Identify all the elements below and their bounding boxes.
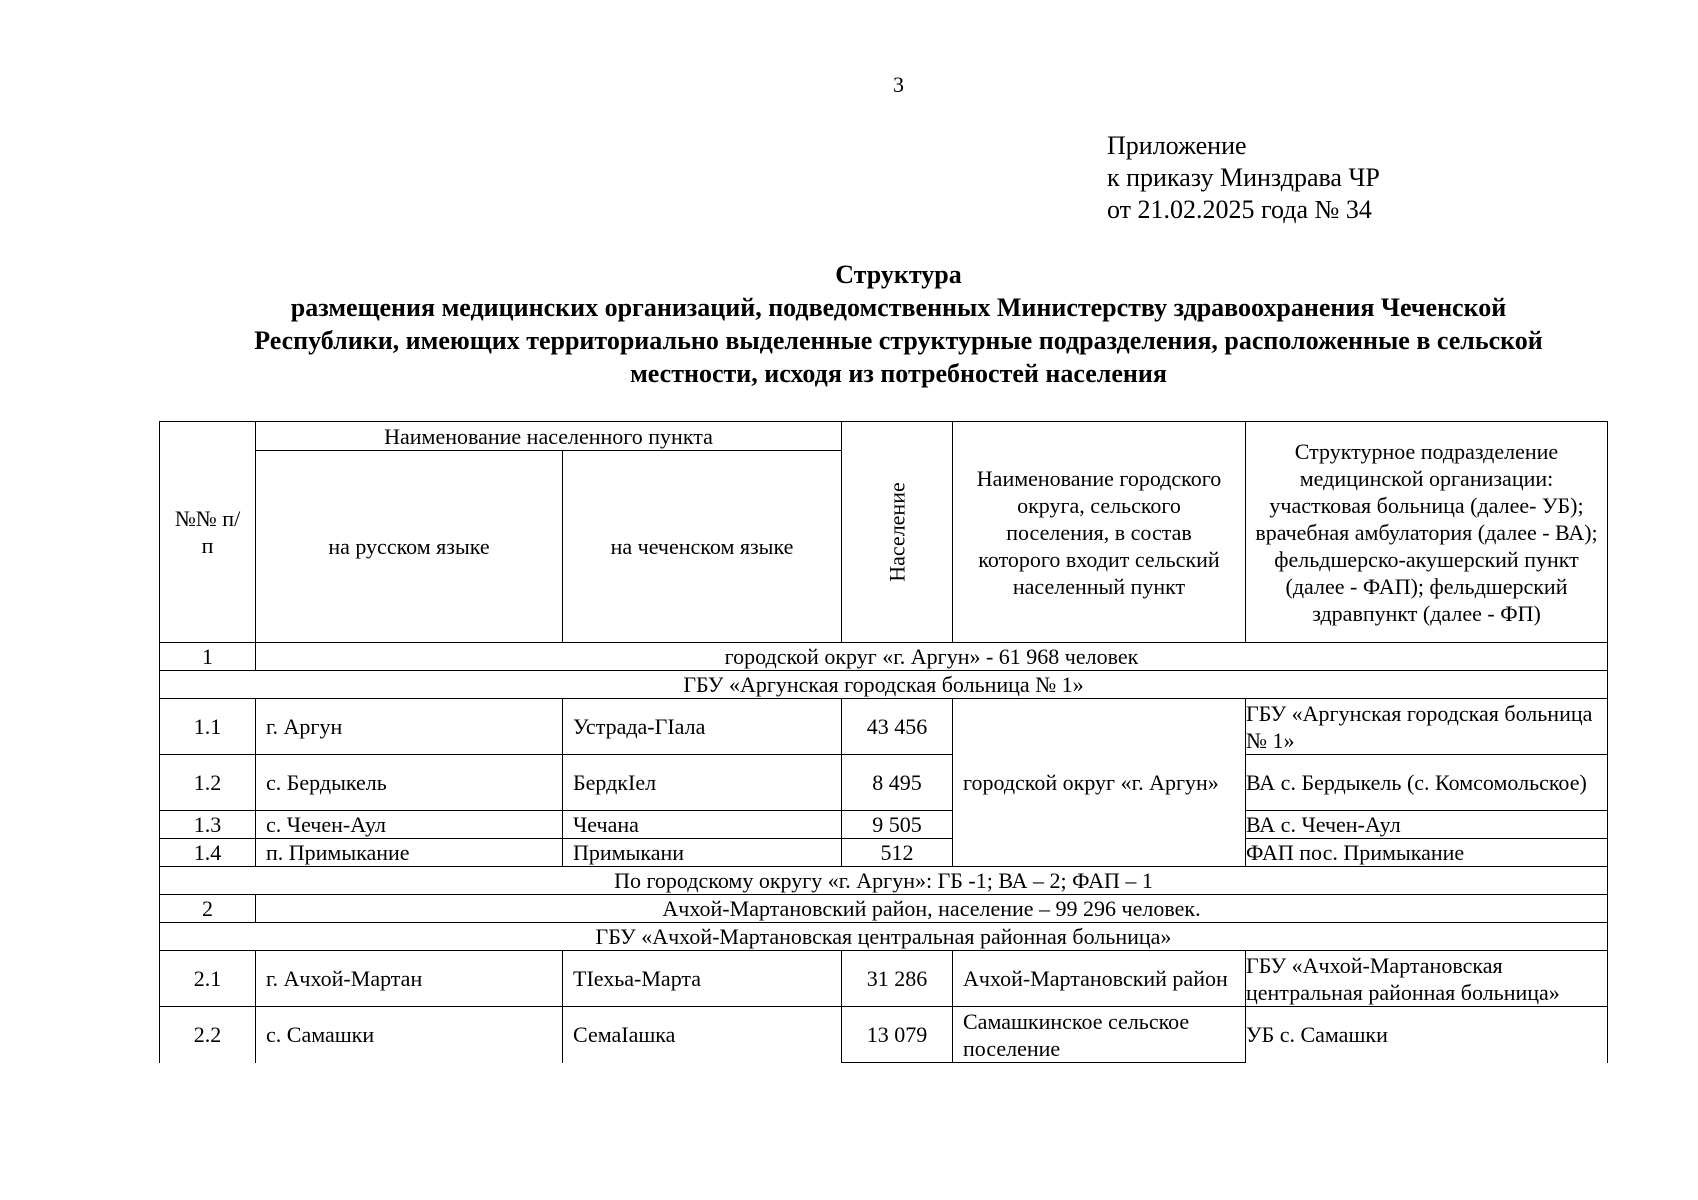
settlement-russian: с. Бердыкель (256, 755, 563, 811)
table-row (160, 811, 1608, 839)
settlement-russian: с. Чечен-Аул (256, 811, 563, 839)
population-value: 13 079 (842, 1007, 953, 1063)
header-municipality: Наименование городского округа, сельского поселения, в состав которого входит сельский населенный пункт (953, 422, 1246, 643)
row-number: 1.4 (160, 839, 256, 867)
section-title: Ачхой-Мартановский район, население – 99 296 человек. (256, 895, 1608, 923)
settlement-russian: п. Примыкание (256, 839, 563, 867)
settlement-russian: с. Самашки (256, 1007, 563, 1063)
table-row (160, 699, 1608, 755)
table-row (160, 1007, 1608, 1063)
hospital-row (160, 923, 1608, 951)
header-population (842, 422, 953, 643)
summary-text: По городскому округу «г. Аргун»: ГБ -1; ВА – 2; ФАП – 1 (160, 867, 1608, 895)
organizations-table (159, 421, 1608, 1063)
appendix-block (1107, 130, 1380, 226)
header-chechen: на чеченском языке (563, 451, 842, 643)
document-title (140, 258, 1657, 390)
settlement-chechen: ТIехьа-Марта (563, 951, 842, 1007)
settlement-russian: г. Аргун (256, 699, 563, 755)
hospital-name: ГБУ «Ачхой-Мартановская центральная районная больница» (160, 923, 1608, 951)
appendix-line-3: от 21.02.2025 года № 34 (1107, 195, 1372, 224)
hospital-name: ГБУ «Аргунская городская больница № 1» (160, 671, 1608, 699)
division-name: ГБУ «Ачхой-Мартановская центральная районная больница» (1246, 951, 1608, 1007)
municipality-name: Самашкинское сельское поселение (953, 1007, 1246, 1063)
section-row (160, 643, 1608, 671)
settlement-chechen: Чечана (563, 811, 842, 839)
row-number: 1.3 (160, 811, 256, 839)
population-value: 8 495 (842, 755, 953, 811)
summary-row (160, 867, 1608, 895)
header-division: Структурное подразделение медицинской организации: участковая больница (далее- УБ); врачебная амбулатория (далее - ВА); фельдшерско-акушерский пункт (далее - ФАП); фельдшерский здравпункт (далее - ФП) (1246, 422, 1608, 643)
hospital-row (160, 671, 1608, 699)
section-number: 2 (160, 895, 256, 923)
header-russian: на русском языке (256, 451, 563, 643)
header-population-label: Население (884, 482, 910, 582)
row-number: 1.1 (160, 699, 256, 755)
municipality-name: Ачхой-Мартановский район (953, 951, 1246, 1007)
page-number: 3 (893, 72, 904, 97)
population-value: 31 286 (842, 951, 953, 1007)
population-value: 9 505 (842, 811, 953, 839)
division-name: УБ с. Самашки (1246, 1007, 1608, 1063)
header-number: №№ п/п (160, 422, 256, 643)
division-name: ВА с. Бердыкель (с. Комсомольское) (1246, 755, 1608, 811)
row-number: 2.2 (160, 1007, 256, 1063)
population-value: 512 (842, 839, 953, 867)
division-name: ГБУ «Аргунская городская больница № 1» (1246, 699, 1608, 755)
settlement-chechen: Примыкани (563, 839, 842, 867)
header-settlement-group: Наименование населенного пункта (256, 422, 842, 451)
table-row (160, 951, 1608, 1007)
division-name: ВА с. Чечен-Аул (1246, 811, 1608, 839)
population-value: 43 456 (842, 699, 953, 755)
table-row (160, 755, 1608, 811)
settlement-chechen: СемаIашка (563, 1007, 842, 1063)
section-title: городской округ «г. Аргун» - 61 968 человек (256, 643, 1608, 671)
settlement-chechen: БердкIел (563, 755, 842, 811)
appendix-line-1: Приложение (1107, 131, 1247, 160)
table-row (160, 839, 1608, 867)
section-number: 1 (160, 643, 256, 671)
title-main: Структура (835, 260, 962, 289)
section-row (160, 895, 1608, 923)
settlement-russian: г. Ачхой-Мартан (256, 951, 563, 1007)
title-sub-line-1: размещения медицинских организаций, подведомственных Министерству здравоохранения Чеченской (290, 293, 1507, 322)
appendix-line-2: к приказу Минздрава ЧР (1107, 163, 1380, 192)
settlement-chechen: Устрада-ГIала (563, 699, 842, 755)
title-sub-line-3: местности, исходя из потребностей населения (630, 359, 1167, 388)
row-number: 1.2 (160, 755, 256, 811)
row-number: 2.1 (160, 951, 256, 1007)
title-sub-line-2: Республики, имеющих территориально выделенные структурные подразделения, расположенные в сельской (254, 326, 1543, 355)
division-name: ФАП пос. Примыкание (1246, 839, 1608, 867)
municipality-name: городской округ «г. Аргун» (953, 699, 1246, 867)
